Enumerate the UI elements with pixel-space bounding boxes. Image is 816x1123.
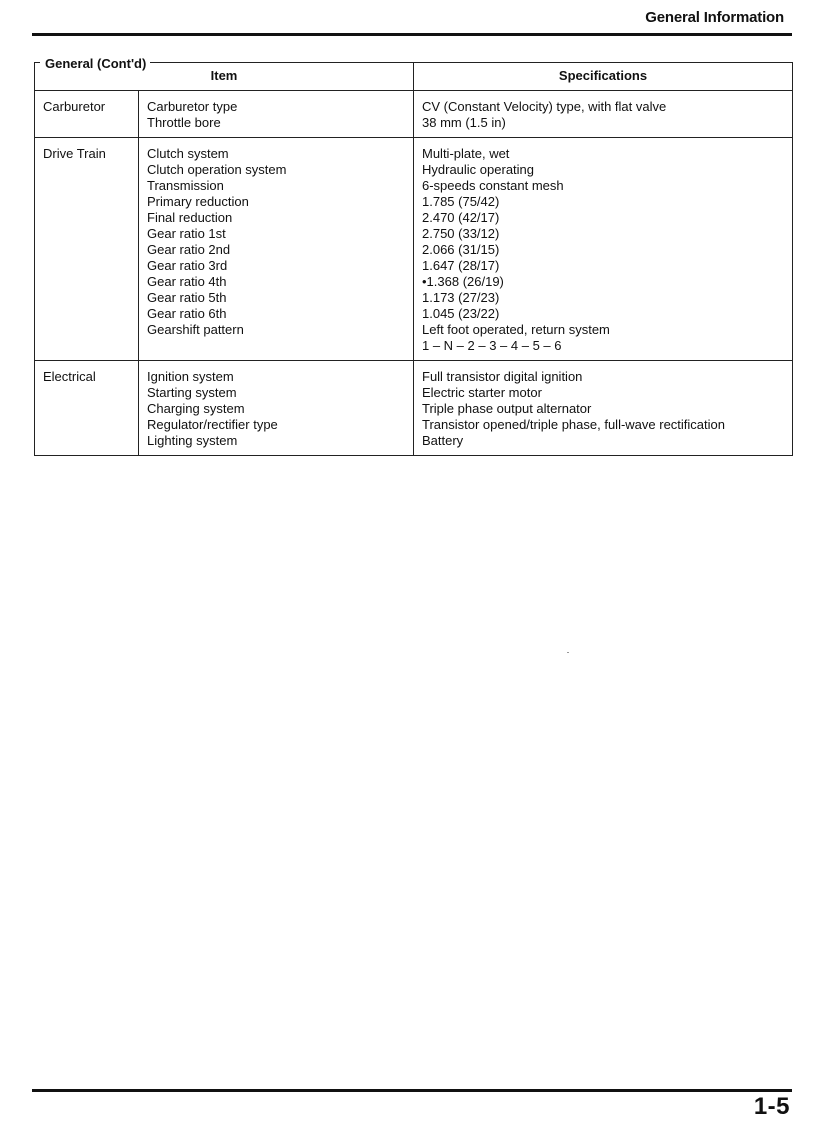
item-label: Throttle bore	[147, 115, 221, 130]
item-label: Lighting system	[147, 433, 238, 448]
spec-value: 2.470 (42/17)	[422, 210, 500, 225]
item-label: Gear ratio 4th	[147, 274, 227, 289]
spec-value: CV (Constant Velocity) type, with flat valve	[422, 99, 667, 114]
item-label: Gear ratio 2nd	[147, 242, 231, 257]
table-row	[35, 91, 793, 138]
spec-value: Electric starter motor	[422, 385, 542, 400]
specifications-table	[34, 62, 793, 456]
item-label: Primary reduction	[147, 194, 249, 209]
item-label: Transmission	[147, 178, 224, 193]
category-cell: Carburetor	[35, 91, 139, 138]
item-cell	[139, 138, 414, 361]
spec-value: Triple phase output alternator	[422, 401, 592, 416]
item-label: Ignition system	[147, 369, 234, 384]
spec-value: Multi-plate, wet	[422, 146, 510, 161]
item-label: Clutch operation system	[147, 162, 287, 177]
table-row	[35, 361, 793, 456]
spec-cell	[414, 91, 793, 138]
footer-rule	[32, 1089, 792, 1092]
item-label: Final reduction	[147, 210, 233, 225]
page-number: 1-5	[753, 1093, 790, 1120]
spec-cell	[414, 361, 793, 456]
spec-value: Hydraulic operating	[422, 162, 535, 177]
category-cell: Drive Train	[35, 138, 139, 361]
speck	[567, 652, 569, 653]
item-label: Regulator/rectifier type	[147, 417, 278, 432]
spec-value: 1.173 (27/23)	[422, 290, 500, 305]
spec-value: 6-speeds constant mesh	[422, 178, 564, 193]
spec-value: Battery	[422, 433, 464, 448]
item-label: Starting system	[147, 385, 237, 400]
spec-value: •1.368 (26/19)	[422, 274, 504, 289]
spec-value: Left foot operated, return system	[422, 322, 610, 337]
item-cell	[139, 91, 414, 138]
spec-value: 38 mm (1.5 in)	[422, 115, 506, 130]
spec-value: 1.785 (75/42)	[422, 194, 500, 209]
header-rule	[32, 33, 792, 36]
item-label: Carburetor type	[147, 99, 238, 114]
item-cell	[139, 361, 414, 456]
column-header-specifications: Specifications	[414, 63, 793, 91]
spec-value: Full transistor digital ignition	[422, 369, 583, 384]
item-label: Gear ratio 3rd	[147, 258, 228, 273]
spec-value: 1.647 (28/17)	[422, 258, 500, 273]
page-header-title: General Information	[645, 9, 784, 26]
spec-value: Transistor opened/triple phase, full-wave rectification	[422, 417, 725, 432]
spec-value: 1 – N – 2 – 3 – 4 – 5 – 6	[422, 338, 562, 353]
column-header-item: Item	[35, 63, 414, 91]
item-label: Clutch system	[147, 146, 229, 161]
item-label: Gearshift pattern	[147, 322, 244, 337]
spec-value: 1.045 (23/22)	[422, 306, 500, 321]
category-cell: Electrical	[35, 361, 139, 456]
item-label: Gear ratio 5th	[147, 290, 227, 305]
spec-cell	[414, 138, 793, 361]
table-row	[35, 138, 793, 361]
item-label: Gear ratio 1st	[147, 226, 226, 241]
item-label: Gear ratio 6th	[147, 306, 227, 321]
spec-value: 2.750 (33/12)	[422, 226, 500, 241]
spec-value: 2.066 (31/15)	[422, 242, 500, 257]
item-label: Charging system	[147, 401, 245, 416]
section-title: General (Cont'd)	[40, 56, 150, 71]
